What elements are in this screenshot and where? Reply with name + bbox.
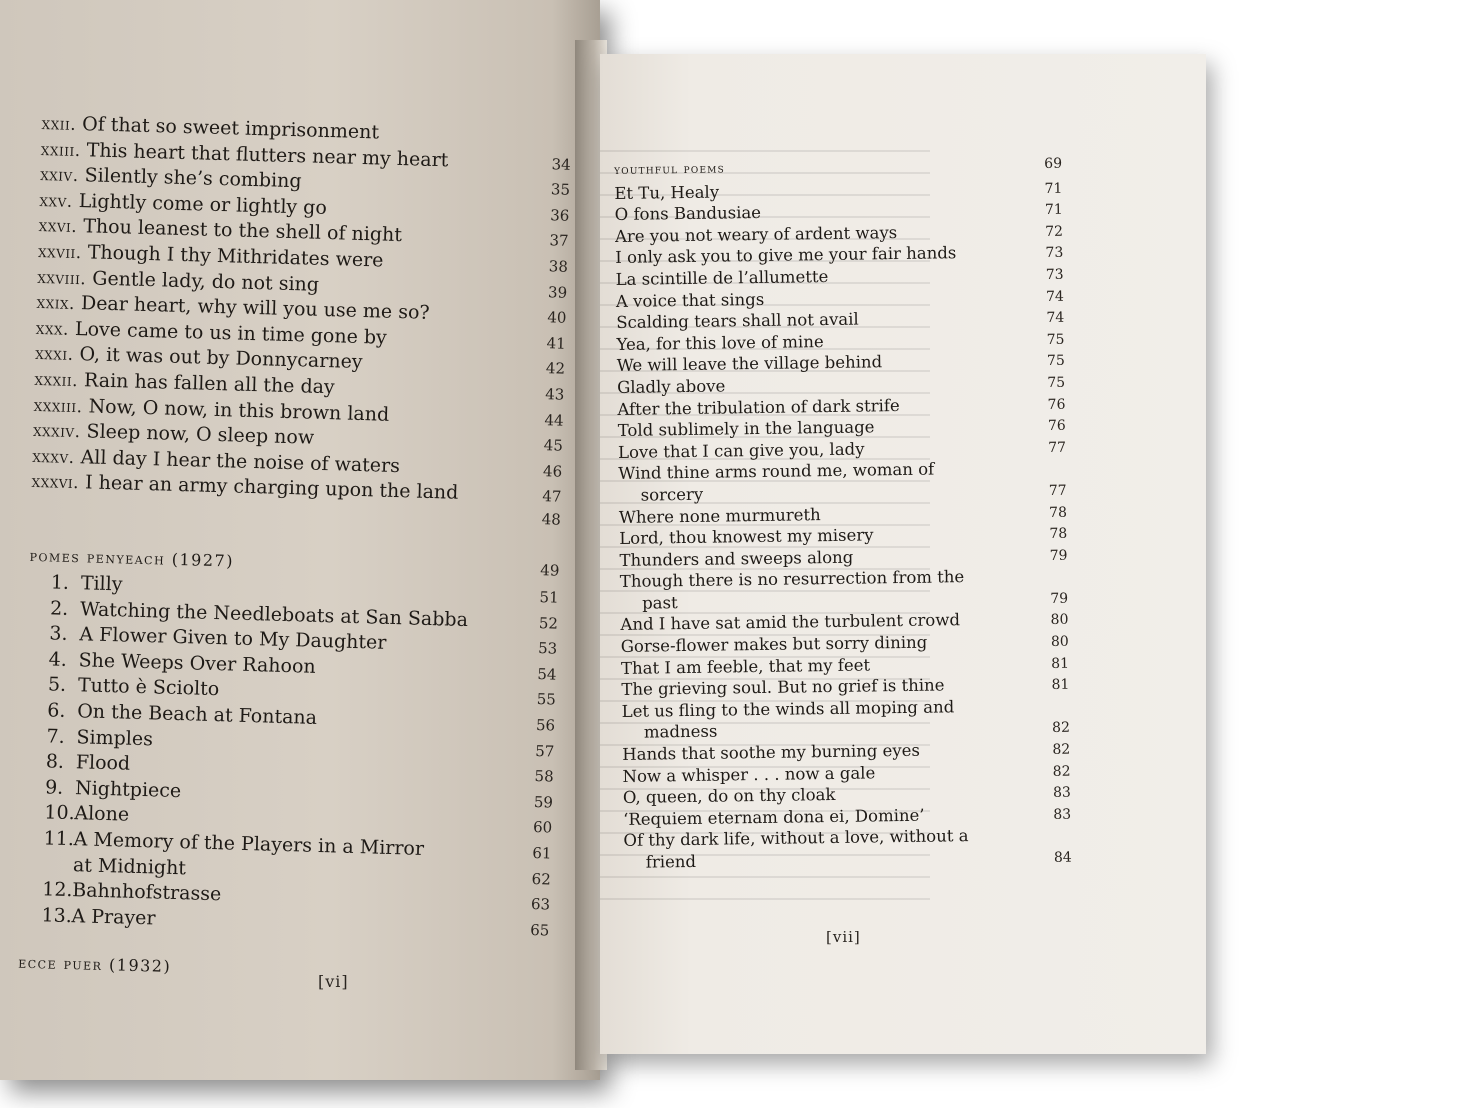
toc-title: Alone: [74, 802, 130, 827]
toc-title: Tilly: [80, 572, 123, 596]
roman-numeral: xxxv.: [32, 446, 75, 468]
toc-entry: [51, 572, 123, 596]
page-number: 54: [537, 664, 557, 684]
toc-title: ‘Requiem eternam dona ei, Domine’: [623, 805, 925, 829]
roman-numeral: xxviii.: [37, 267, 87, 289]
toc-title: Of thy dark life, without a love, without a: [623, 826, 969, 851]
toc-title: past: [642, 593, 678, 613]
page-number: 82: [1052, 763, 1071, 780]
toc-title: Nightpiece: [74, 777, 182, 802]
toc-title: All day I hear the noise of waters: [80, 445, 401, 477]
page-number: 80: [1050, 612, 1069, 629]
poem-number: 3.: [49, 622, 68, 646]
page-number: 49: [540, 560, 560, 580]
toc-title: Now a whisper . . . now a gale: [622, 763, 876, 786]
youthful-poems-entries: [614, 177, 1072, 874]
page-number: 74: [1045, 288, 1065, 305]
toc-title: O, it was out by Donnycarney: [79, 343, 363, 374]
poem-number: 2.: [49, 597, 69, 620]
page-number: 76: [1047, 417, 1066, 435]
roman-numeral: xxix.: [36, 293, 76, 315]
page-number: 61: [532, 844, 552, 863]
page-number: 81: [1051, 655, 1070, 672]
toc-title: Though I thy Mithridates were: [87, 241, 384, 272]
page-number: 80: [1050, 633, 1069, 651]
toc-title: Now, O now, in this brown land: [88, 394, 390, 426]
page-number: 65: [530, 920, 550, 940]
toc-title: Gentle lady, do not sing: [92, 267, 320, 296]
page-number: 57: [535, 741, 555, 761]
page-number: 83: [1053, 806, 1072, 823]
roman-numeral: xxii.: [41, 113, 77, 135]
toc-title: I hear an army charging upon the land: [84, 471, 459, 505]
toc-title: Gorse-flower makes but sorry dining: [620, 632, 928, 657]
roman-numeral: xxiv.: [39, 165, 79, 187]
toc-entry: [46, 751, 131, 775]
toc-title: at Midnight: [72, 853, 187, 879]
page-number: 46: [542, 461, 563, 481]
page-number: 58: [534, 767, 554, 786]
toc-entry: [44, 802, 129, 826]
toc-title: Love came to us in time gone by: [74, 317, 388, 349]
page-number: 47: [542, 487, 562, 506]
page-number: 72: [1045, 223, 1064, 240]
section-heading: youthful poems: [614, 161, 726, 178]
toc-title: A Memory of the Players in a Mirror: [73, 828, 425, 860]
toc-title: Silently she’s combing: [84, 164, 302, 193]
page-number: 60: [532, 818, 553, 837]
page-number: 71: [1044, 180, 1063, 197]
page-number: 44: [544, 410, 564, 430]
toc-entry: [45, 776, 182, 802]
toc-title: Though there is no resurrection from the: [619, 567, 965, 592]
toc-title: Lightly come or lightly go: [78, 189, 328, 219]
poem-number: [43, 870, 73, 871]
page-number: 75: [1047, 374, 1066, 391]
toc-title: Lord, thou knowest my misery: [619, 525, 874, 549]
page-number: 38: [548, 257, 569, 276]
page-number: 62: [531, 869, 552, 889]
toc-title: Thunders and sweeps along: [619, 547, 854, 570]
page-number: 82: [1052, 741, 1071, 758]
page-number: 48: [541, 510, 562, 529]
section-heading: pomes penyeach (1927): [29, 545, 235, 571]
toc-entry: [42, 879, 222, 906]
page-number: 39: [547, 282, 568, 302]
toc-title: Love that I can give you, lady: [617, 439, 865, 462]
toc-title: madness: [643, 722, 718, 743]
toc-title: Sleep now, O sleep now: [86, 420, 315, 449]
page-number: 84: [1053, 849, 1072, 866]
left-page: [0, 0, 600, 1080]
poem-number: 12.: [41, 878, 73, 902]
folio-right: [vii]: [826, 928, 861, 946]
toc-title: O, queen, do on thy cloak: [622, 785, 836, 808]
toc-title: Et Tu, Healy: [614, 182, 720, 203]
roman-numeral: xxxvi.: [31, 472, 80, 494]
toc-title: Bahnhofstrasse: [71, 879, 222, 906]
roman-numeral: xxxi.: [34, 344, 74, 366]
toc-title: And I have sat amid the turbulent crowd: [620, 610, 961, 635]
page-number: 79: [1049, 547, 1068, 564]
page-number: 36: [549, 206, 570, 225]
page-number: 73: [1045, 245, 1064, 262]
toc-title: Dear heart, why will you use me so?: [80, 292, 430, 325]
page-number: 77: [1048, 439, 1067, 456]
page-number: 34: [551, 154, 571, 174]
page-number: 37: [549, 231, 569, 251]
toc-title: Of that so sweet imprisonment: [81, 113, 380, 144]
page-number: 63: [530, 895, 551, 914]
toc-title: The grieving soul. But no grief is thine: [621, 675, 945, 700]
page-number: 43: [544, 385, 565, 404]
toc-title: Simples: [76, 725, 154, 750]
roman-numeral: xxx.: [35, 318, 70, 340]
toc-title: Scalding tears shall not avail: [616, 309, 859, 333]
toc-title: Where none murmureth: [618, 504, 821, 527]
page-number: 52: [538, 613, 559, 633]
toc-title: On the Beach at Fontana: [76, 700, 318, 729]
page-number: 56: [535, 716, 556, 735]
page-number: 71: [1044, 201, 1063, 219]
poem-number: 8.: [45, 750, 65, 774]
page-number: 55: [536, 690, 557, 710]
toc-title: Told sublimely in the language: [617, 417, 875, 441]
toc-title: A Flower Given to My Daughter: [79, 623, 387, 655]
right-toc: [614, 156, 1072, 875]
roman-numeral: xxxiii.: [33, 395, 83, 417]
page-number: 41: [546, 333, 566, 353]
page-number: 69: [1044, 155, 1063, 172]
poem-number: 9.: [44, 776, 64, 799]
poem-number: 7.: [46, 725, 66, 748]
page-number: 82: [1052, 720, 1071, 737]
toc-title: Tutto è Sciolto: [77, 674, 220, 701]
toc-title: After the tribulation of dark strife: [617, 395, 900, 419]
page-number: 59: [533, 792, 554, 812]
roman-numeral: xxxiv.: [32, 421, 81, 443]
page-number: 53: [537, 639, 558, 658]
page-number: 79: [1050, 590, 1069, 607]
poem-number: 4.: [48, 648, 68, 671]
roman-numeral: xxiii.: [40, 139, 81, 161]
toc-entry: [43, 853, 187, 879]
poem-number: 5.: [47, 673, 67, 697]
toc-title: She Weeps Over Rahoon: [78, 649, 316, 678]
toc-title: Are you not weary of ardent ways: [614, 222, 898, 246]
toc-title: sorcery: [640, 484, 704, 505]
poem-number: 10.: [44, 801, 75, 825]
toc-title: Yea, for this love of mine: [616, 331, 824, 354]
section-heading: ecce puer (1932): [17, 953, 172, 977]
toc-entry: [46, 725, 153, 750]
toc-title: That I am feeble, that my feet: [620, 655, 871, 678]
page-number: 75: [1046, 353, 1065, 370]
toc-title: We will leave the village behind: [616, 352, 883, 376]
page-number: 81: [1051, 676, 1070, 694]
toc-title: O fons Bandusiae: [614, 203, 762, 225]
toc-title: A Prayer: [71, 904, 156, 930]
page-number: 35: [550, 180, 571, 199]
page-number: 73: [1045, 266, 1064, 283]
page-number: 76: [1047, 396, 1066, 413]
page-number: 75: [1046, 331, 1065, 348]
toc-title: Watching the Needleboats at San Sabba: [79, 597, 469, 631]
toc-entry: [41, 904, 156, 929]
poem-number: 13.: [41, 904, 73, 927]
roman-numeral: xxvi.: [38, 216, 78, 238]
roman-numeral: xxxii.: [34, 369, 79, 392]
folio-left: [vi]: [318, 972, 349, 991]
page-number: 74: [1046, 309, 1065, 327]
toc-title: Hands that soothe my burning eyes: [622, 740, 921, 764]
page-number: 78: [1049, 525, 1068, 543]
toc-title: A voice that sings: [615, 289, 765, 311]
poem-number: 11.: [43, 827, 75, 851]
roman-numeral: xxv.: [39, 190, 73, 212]
toc-title: Wind thine arms round me, woman of: [618, 459, 935, 484]
toc-title: This heart that flutters near my heart: [86, 138, 449, 171]
poem-number: 6.: [46, 699, 66, 722]
toc-title: Rain has fallen all the day: [83, 369, 336, 399]
page-number: 77: [1048, 482, 1067, 499]
toc-title: I only ask you to give me your fair hands: [615, 243, 957, 268]
toc-title: Gladly above: [617, 376, 726, 397]
page-number: 83: [1052, 784, 1071, 802]
page-number: 51: [539, 588, 559, 607]
roman-numeral: xxvii.: [37, 241, 82, 264]
page-number: 45: [543, 436, 564, 455]
page-number: 78: [1048, 504, 1068, 521]
left-toc: [18, 112, 572, 993]
chamber-music-entries: [31, 112, 572, 511]
toc-title: Flood: [75, 751, 131, 775]
toc-title: friend: [645, 851, 697, 872]
page-number: 42: [545, 359, 566, 379]
toc-title: Thou leanest to the shell of night: [82, 215, 403, 247]
page-number: 40: [547, 308, 567, 327]
toc-title: La scintille de l’allumette: [615, 266, 829, 289]
toc-entry: [48, 674, 220, 701]
poem-number: 1.: [50, 571, 70, 595]
toc-title: Let us fling to the winds all moping and: [621, 697, 955, 721]
pomes-entries: [19, 571, 559, 944]
